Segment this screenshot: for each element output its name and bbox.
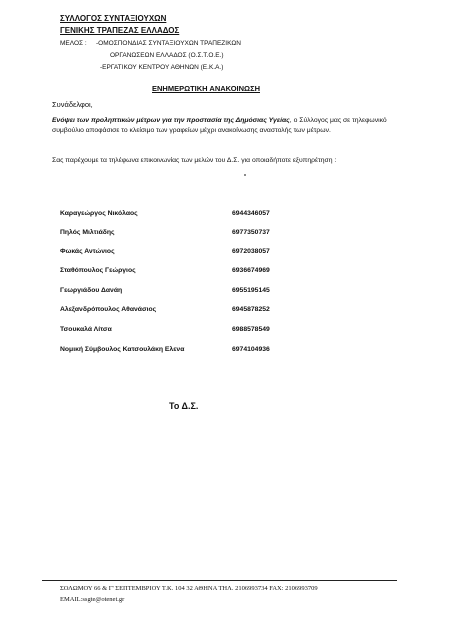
- greeting: Συνάδελφοι,: [52, 100, 93, 109]
- contact-phone: 6974104936: [232, 346, 270, 353]
- announcement-title: ΕΝΗΜΕΡΩΤΙΚΗ ΑΝΑΚΟΙΝΩΣΗ: [152, 84, 260, 93]
- footer-email: EMAIL:ssgte@otenet.gr: [60, 596, 125, 603]
- paragraph-rest: , ο Σύλλογος μας σε τηλεφωνικό συμβούλιο αποφάσισε το κλείσιμο των γραφείων μέχρι ανακοίνωσης αναστολής των μέτρων.: [52, 117, 387, 134]
- contact-name: Καραγεώργος Νικόλαος: [60, 210, 138, 217]
- bank-name: ΓΕΝΙΚΗΣ ΤΡΑΠΕΖΑΣ ΕΛΛΑΔΟΣ: [60, 26, 180, 35]
- scan-speck: [244, 174, 246, 176]
- contact-phone: 6988578549: [232, 326, 270, 333]
- contact-name: Πηλός Μιλτιάδης: [60, 229, 115, 236]
- contact-phone: 6945878252: [232, 306, 270, 313]
- contact-phone: 6955195145: [232, 287, 270, 294]
- member-federation-line2: ΟΡΓΑΝΩΣΕΩΝ ΕΛΛΑΔΟΣ (Ο.Σ.Τ.Ο.Ε.): [110, 52, 224, 59]
- member-federation-line1: -ΟΜΟΣΠΟΝΔΙΑΣ ΣΥΝΤΑΞΙΟΥΧΩΝ ΤΡΑΠΕΖΙΚΩΝ: [96, 40, 241, 47]
- contact-name: Τσουκαλά Λίτσα: [60, 326, 112, 333]
- contact-name: Φωκάς Αντώνιος: [60, 248, 115, 255]
- contact-phone: 6944346057: [232, 210, 270, 217]
- contact-name: Νομική Σύμβουλος Κατσουλάκη Ελενα: [60, 346, 185, 353]
- phone-intro: Σας παρέχουμε τα τηλέφωνα επικοινωνίας των μελών του Δ.Σ. για οποιαδήποτε εξυπηρέτηση :: [52, 157, 337, 164]
- member-labour-centre: -ΕΡΓΑΤΙΚΟΥ ΚΕΝΤΡΟΥ ΑΘΗΝΩΝ (Ε.Κ.Α.): [100, 64, 224, 71]
- paragraph-bold: Ενόψει των προληπτικών μέτρων για την προστασία της Δημόσιας Υγείας: [52, 117, 290, 124]
- contact-phone: 6977350737: [232, 229, 270, 236]
- contact-name: Αλεξανδρόπουλος Αθανάσιος: [60, 306, 157, 313]
- association-name: ΣΥΛΛΟΓΟΣ ΣΥΝΤΑΞΙΟΥΧΩΝ: [60, 14, 167, 23]
- member-label: ΜΕΛΟΣ :: [60, 40, 87, 47]
- contact-phone: 6972038057: [232, 248, 270, 255]
- contact-name: Γεωργιάδου Δανάη: [60, 287, 123, 294]
- contact-phone: 6936674969: [232, 267, 270, 274]
- contact-name: Σταθόπουλος Γεώργιος: [60, 267, 136, 274]
- footer-address: ΣΟΛΩΜΟΥ 66 & Γ' ΣΕΠΤΕΜΒΡΙΟΥ Τ.Κ. 104 32 ΑΘΗΝΑ ΤΗΛ. 2106993734 FAX: 2106993709: [60, 585, 318, 592]
- signature: Το Δ.Σ.: [169, 401, 199, 411]
- announcement-paragraph: [52, 116, 397, 136]
- footer-divider: [42, 580, 397, 581]
